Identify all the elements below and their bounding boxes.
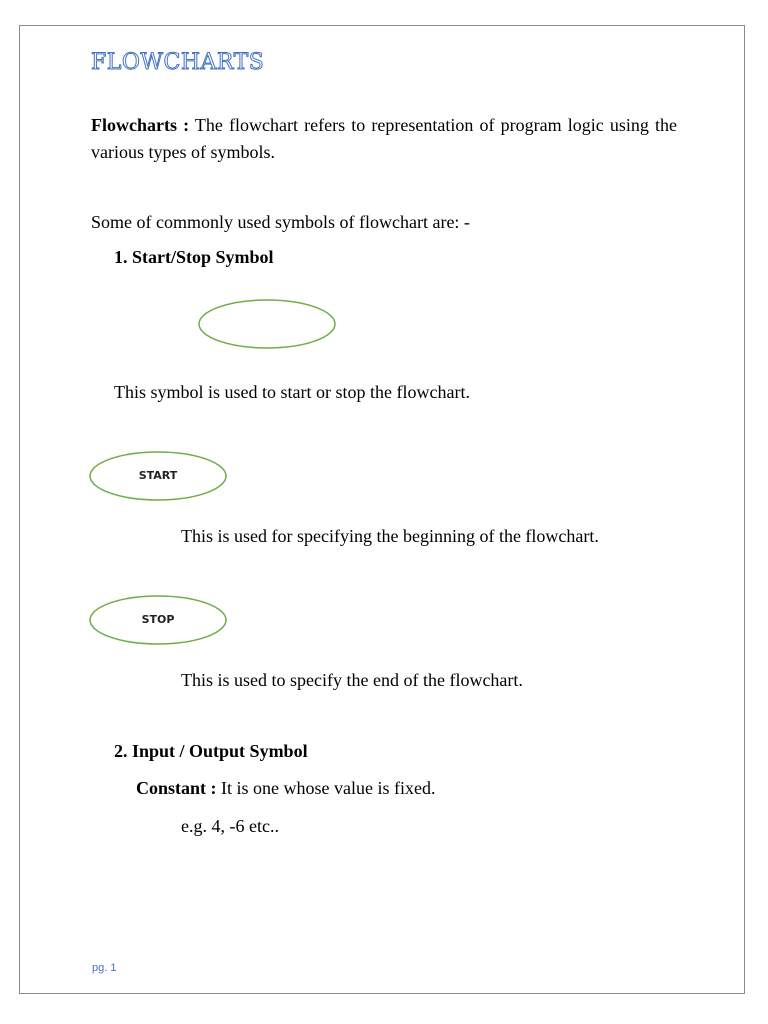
intro-term: Flowcharts : [91, 115, 190, 135]
page-frame [19, 25, 745, 994]
section-1-heading [114, 246, 274, 268]
intro-paragraph [91, 112, 677, 166]
section-2-heading [114, 740, 308, 762]
start-ellipse-shape [89, 451, 229, 503]
document-title: FLOWCHARTS [91, 50, 265, 75]
terminator-ellipse-shape [198, 299, 338, 351]
constant-example: e.g. 4, -6 etc.. [181, 816, 279, 836]
section-2-number: 2. [114, 741, 128, 761]
stop-ellipse-label: STOP [141, 613, 175, 626]
stop-ellipse-shape [89, 595, 229, 647]
lead-in-text: Some of commonly used symbols of flowchart are: - [91, 212, 470, 232]
constant-term: Constant : [136, 778, 217, 798]
stop-description: This is used to specify the end of the flowchart. [181, 670, 523, 690]
section-1-number: 1. [114, 247, 128, 267]
section-2-title: Input / Output Symbol [132, 741, 308, 761]
start-ellipse-label: START [138, 469, 178, 482]
section-1-title: Start/Stop Symbol [132, 247, 274, 267]
intro-definition: The flowchart refers to representation of program logic using the various types of symbols. [91, 115, 677, 162]
start-description: This is used for specifying the beginning of the flowchart. [181, 526, 599, 546]
page-number: pg. 1 [92, 962, 117, 974]
constant-definition-line [136, 777, 435, 799]
section-1-description: This symbol is used to start or stop the flowchart. [114, 382, 470, 402]
constant-definition: It is one whose value is fixed. [216, 778, 436, 798]
